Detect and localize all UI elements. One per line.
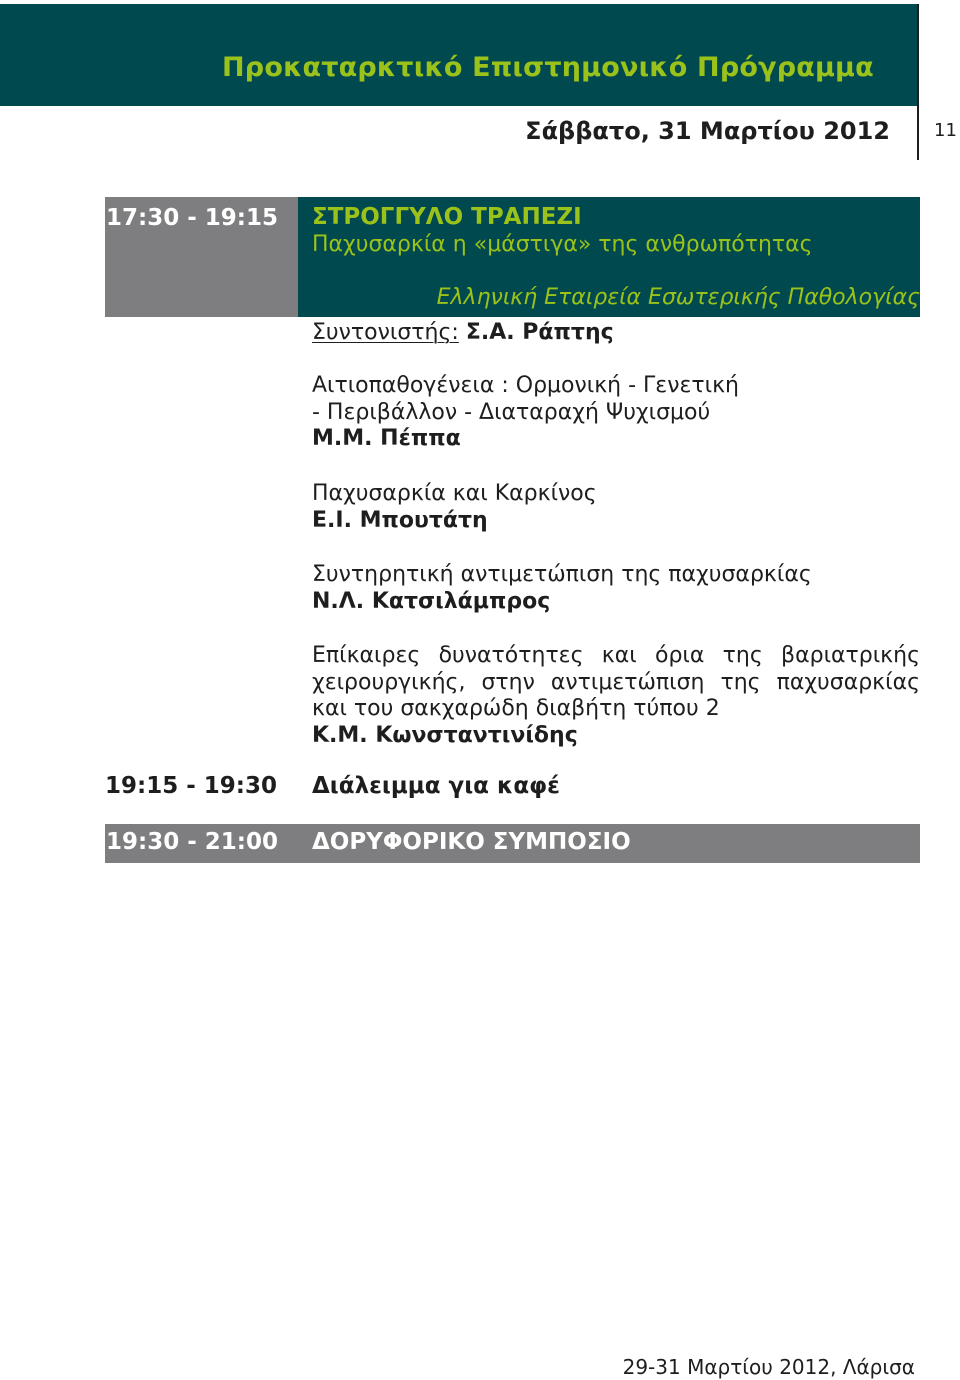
coordinator-label: Συντονιστής:	[312, 320, 459, 345]
talk-title: Επίκαιρες δυνατότητες και όρια της βαριατρικής χειρουργικής, στην αντιμετώπιση της παχυσαρκίας και του σακχαρώδη διαβήτη τύπου 2	[312, 643, 920, 721]
page-edge-rule	[917, 4, 919, 160]
session-time-cell: 19:30 - 21:00	[105, 824, 298, 863]
coordinator-name: Σ.Α. Ράπτης	[465, 320, 614, 345]
talk-title: Συντηρητική αντιμετώπιση της παχυσαρκίας	[312, 562, 812, 587]
program-date: Σάββατο, 31 Μαρτίου 2012	[525, 117, 890, 145]
talk-item	[312, 481, 920, 534]
talk-item	[312, 373, 920, 453]
talk-title: Παχυσαρκία και Καρκίνος	[312, 481, 597, 506]
session-organizer: Ελληνική Εταιρεία Εσωτερικής Παθολογίας	[436, 285, 920, 310]
talk-speaker: Ε.Ι. Μπουτάτη	[312, 507, 488, 533]
talk-speaker: Κ.Μ. Κωνσταντινίδης	[312, 722, 578, 748]
session-time-cell: 17:30 - 19:15	[105, 197, 298, 317]
talk-title: Αιτιοπαθογένεια : Ορμονική - Γενετική - Περιβάλλον - Διαταραχή Ψυχισμού	[312, 373, 739, 425]
break-time: 19:15 - 19:30	[105, 773, 277, 799]
talk-item	[312, 562, 920, 615]
coordinator-line	[312, 320, 920, 347]
session-subtitle: Παχυσαρκία η «μάστιγα» της ανθρωπότητας	[312, 232, 813, 257]
talk-speaker: Μ.Μ. Πέππα	[312, 426, 461, 451]
footer-event-info: 29-31 Μαρτίου 2012, Λάρισα	[622, 1355, 915, 1379]
talk-item	[312, 643, 920, 749]
break-label: Διάλειμμα για καφέ	[312, 773, 560, 799]
program-title: Προκαταρκτικό Επιστημονικό Πρόγραμμα	[222, 52, 874, 83]
page-number: 11	[934, 120, 957, 141]
session-header	[298, 197, 920, 317]
session-title: ΣΤΡΟΓΓΥΛΟ ΤΡΑΠΕΖΙ	[312, 204, 582, 230]
session-title: ΔΟΡΥΦΟΡΙΚΟ ΣΥΜΠΟΣΙΟ	[298, 824, 920, 863]
talk-speaker: Ν.Λ. Κατσιλάμπρος	[312, 588, 551, 614]
